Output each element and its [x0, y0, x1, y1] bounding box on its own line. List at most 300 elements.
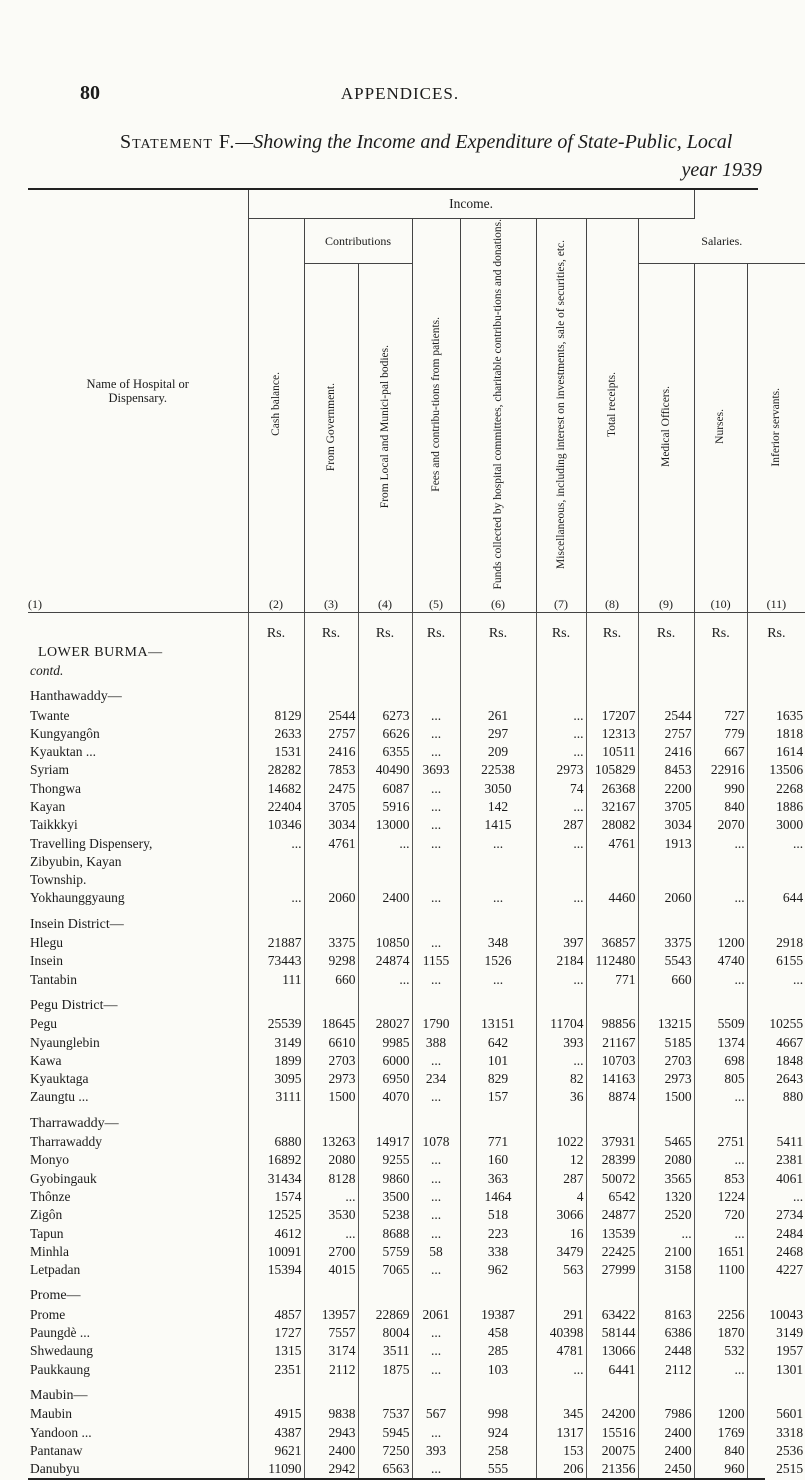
from-local-cell: [358, 871, 412, 889]
hospital-name: Tharrawaddy: [30, 1134, 102, 1150]
unit-label: Rs.: [304, 613, 358, 644]
nurses-cell: [694, 853, 747, 871]
from-government-cell: 2112: [304, 1360, 358, 1378]
nurses-cell: ...: [694, 1088, 747, 1106]
fees-cell: ...: [412, 1206, 460, 1224]
section-name: Hanthawaddy—: [30, 689, 122, 705]
medical-officers-cell: 2703: [638, 1052, 694, 1070]
total-receipts-cell: 10703: [586, 1052, 638, 1070]
funds-cell: 3050: [460, 780, 536, 798]
misc-header: Miscellaneous, including interest on investments, sale of securities, etc.: [536, 219, 586, 593]
funds-cell: 458: [460, 1324, 536, 1342]
nurses-cell: 5509: [694, 1015, 747, 1033]
inferior-servants-cell: 13506: [747, 761, 805, 779]
total-receipts-cell: 37931: [586, 1133, 638, 1151]
medical-officers-cell: 2080: [638, 1151, 694, 1169]
inferior-servants-cell: 6155: [747, 952, 805, 970]
fees-cell: ...: [412, 1188, 460, 1206]
misc-cell: 4781: [536, 1342, 586, 1360]
nurses-cell: 4740: [694, 952, 747, 970]
misc-cell: 393: [536, 1033, 586, 1051]
cash-balance-cell: 1531: [248, 743, 304, 761]
cash-balance-cell: 15394: [248, 1261, 304, 1279]
funds-cell: 348: [460, 934, 536, 952]
from-government-cell: 2080: [304, 1151, 358, 1169]
cash-balance-cell: 25539: [248, 1015, 304, 1033]
misc-cell: 206: [536, 1460, 586, 1478]
fees-cell: ...: [412, 1151, 460, 1169]
col-number: (2): [248, 592, 304, 613]
inferior-servants-cell: 1614: [747, 743, 805, 761]
cash-balance-cell: 1727: [248, 1324, 304, 1342]
from-local-cell: 6355: [358, 743, 412, 761]
table-row: [28, 1405, 805, 1423]
medical-officers-cell: 2450: [638, 1460, 694, 1478]
inferior-servants-cell: 644: [747, 889, 805, 907]
unit-label: Rs.: [586, 613, 638, 644]
inferior-servants-cell: 1957: [747, 1342, 805, 1360]
misc-cell: 345: [536, 1405, 586, 1423]
funds-cell: 13151: [460, 1015, 536, 1033]
nurses-cell: 840: [694, 798, 747, 816]
nurses-cell: ...: [694, 889, 747, 907]
fees-cell: ...: [412, 934, 460, 952]
from-government-cell: 2757: [304, 725, 358, 743]
total-receipts-cell: 13539: [586, 1224, 638, 1242]
cash-balance-cell: 8129: [248, 706, 304, 724]
fees-cell: ...: [412, 1088, 460, 1106]
from-government-cell: 3375: [304, 934, 358, 952]
inferior-servants-cell: 2515: [747, 1460, 805, 1478]
misc-cell: 3479: [536, 1243, 586, 1261]
total-receipts-cell: 98856: [586, 1015, 638, 1033]
hospital-name: Shwedaung: [30, 1343, 93, 1359]
page-header: [0, 82, 800, 104]
table-row: [28, 780, 805, 798]
inferior-servants-cell: ...: [747, 834, 805, 852]
funds-cell: ...: [460, 834, 536, 852]
funds-header: Funds collected by hospital committees, charitable contribu-tions and donations.: [460, 219, 536, 593]
from-government-cell: 7557: [304, 1324, 358, 1342]
nurses-cell: 2751: [694, 1133, 747, 1151]
hospital-name: Kungyangôn: [30, 725, 100, 741]
from-local-cell: 1875: [358, 1360, 412, 1378]
cash-balance-cell: 10091: [248, 1243, 304, 1261]
section-gap: [28, 1279, 805, 1287]
misc-cell: [536, 853, 586, 871]
hospital-name: Prome: [30, 1306, 66, 1322]
funds-cell: 157: [460, 1088, 536, 1106]
total-receipts-cell: 21356: [586, 1460, 638, 1478]
hospital-name: Yandoon ...: [30, 1424, 92, 1440]
funds-cell: 209: [460, 743, 536, 761]
misc-cell: 153: [536, 1442, 586, 1460]
hospital-name: Monyo: [30, 1152, 70, 1168]
hospital-name: Kyauktaga: [30, 1071, 89, 1087]
inferior-servants-cell: 10255: [747, 1015, 805, 1033]
fees-cell: 234: [412, 1070, 460, 1088]
table-row: [28, 1088, 805, 1106]
misc-cell: 2184: [536, 952, 586, 970]
cash-balance-cell: 3149: [248, 1033, 304, 1051]
total-receipts-cell: 24877: [586, 1206, 638, 1224]
total-receipts-cell: 8874: [586, 1088, 638, 1106]
table-row: [28, 1460, 805, 1478]
section-gap: [28, 1379, 805, 1387]
hospital-name: Paungdè ...: [30, 1325, 90, 1341]
region-row: [28, 643, 805, 661]
inferior-servants-cell: 4667: [747, 1033, 805, 1051]
fees-cell: ...: [412, 816, 460, 834]
funds-cell: 101: [460, 1052, 536, 1070]
nurses-cell: 698: [694, 1052, 747, 1070]
funds-cell: 642: [460, 1033, 536, 1051]
from-government-cell: 18645: [304, 1015, 358, 1033]
cash-balance-cell: 22404: [248, 798, 304, 816]
section-gap: [28, 908, 805, 916]
fees-cell: ...: [412, 780, 460, 798]
funds-cell: 142: [460, 798, 536, 816]
total-receipts-cell: 58144: [586, 1324, 638, 1342]
from-local-cell: 7065: [358, 1261, 412, 1279]
funds-cell: 962: [460, 1261, 536, 1279]
misc-cell: 36: [536, 1088, 586, 1106]
medical-officers-cell: 1500: [638, 1088, 694, 1106]
fees-cell: ...: [412, 798, 460, 816]
funds-cell: 285: [460, 1342, 536, 1360]
fees-cell: 2061: [412, 1306, 460, 1324]
fees-cell: ...: [412, 1360, 460, 1378]
fees-cell: 393: [412, 1442, 460, 1460]
from-government-cell: 8128: [304, 1170, 358, 1188]
income-header: Income.: [248, 190, 694, 219]
cash-balance-cell: 11090: [248, 1460, 304, 1478]
misc-cell: 2973: [536, 761, 586, 779]
from-government-cell: 3705: [304, 798, 358, 816]
medical-officers-cell: 3158: [638, 1261, 694, 1279]
total-receipts-cell: 24200: [586, 1405, 638, 1423]
total-receipts-cell: [586, 871, 638, 889]
from-local-cell: 3511: [358, 1342, 412, 1360]
misc-cell: 563: [536, 1261, 586, 1279]
total-receipts-cell: 28082: [586, 816, 638, 834]
from-government-cell: 660: [304, 971, 358, 989]
total-receipts-cell: 63422: [586, 1306, 638, 1324]
from-local-cell: 9255: [358, 1151, 412, 1169]
inferior-servants-cell: 2484: [747, 1224, 805, 1242]
section-header-row: [28, 1387, 805, 1405]
contributions-header: Contributions: [304, 219, 412, 264]
from-government-cell: 2060: [304, 889, 358, 907]
from-local-cell: 40490: [358, 761, 412, 779]
nurses-cell: 720: [694, 1206, 747, 1224]
from-local-cell: 2400: [358, 889, 412, 907]
unit-label: Rs.: [460, 613, 536, 644]
nurses-cell: ...: [694, 1151, 747, 1169]
cash-balance-cell: 2633: [248, 725, 304, 743]
nurses-cell: 2256: [694, 1306, 747, 1324]
fees-header: Fees and contribu-tions from patients.: [412, 219, 460, 593]
income-expenditure-table: [28, 190, 805, 1478]
unit-label: Rs.: [358, 613, 412, 644]
nurses-cell: 22916: [694, 761, 747, 779]
fees-cell: 1078: [412, 1133, 460, 1151]
medical-officers-cell: [638, 853, 694, 871]
table-body: [28, 613, 805, 1478]
fees-cell: 1790: [412, 1015, 460, 1033]
table-row: [28, 761, 805, 779]
cash-balance-cell: [248, 853, 304, 871]
inferior-servants-cell: 2643: [747, 1070, 805, 1088]
hospital-name: Zaungtu ...: [30, 1089, 89, 1105]
title-text: —Showing the Income and Expenditure of State-Public, Local: [235, 131, 733, 153]
funds-cell: 19387: [460, 1306, 536, 1324]
cash-balance-cell: 3095: [248, 1070, 304, 1088]
cash-balance-cell: 111: [248, 971, 304, 989]
title-line2: year 1939: [681, 159, 762, 181]
from-local-cell: 28027: [358, 1015, 412, 1033]
medical-officers-cell: 3705: [638, 798, 694, 816]
misc-cell: ...: [536, 1360, 586, 1378]
total-receipts-cell: 28399: [586, 1151, 638, 1169]
from-local-cell: 6087: [358, 780, 412, 798]
inferior-servants-cell: 2918: [747, 934, 805, 952]
table-row: [28, 1342, 805, 1360]
section-header-row: [28, 688, 805, 706]
from-government-cell: 9838: [304, 1405, 358, 1423]
from-government-cell: 13263: [304, 1133, 358, 1151]
medical-officers-cell: 2400: [638, 1423, 694, 1441]
misc-cell: ...: [536, 725, 586, 743]
funds-cell: 1415: [460, 816, 536, 834]
table-row: [28, 971, 805, 989]
fees-cell: ...: [412, 743, 460, 761]
hospital-name: Pegu: [30, 1016, 57, 1032]
inferior-servants-cell: 3149: [747, 1324, 805, 1342]
table-row: [28, 1170, 805, 1188]
title-label: Statement F.: [120, 131, 236, 153]
medical-officers-cell: 5185: [638, 1033, 694, 1051]
cash-balance-cell: 1315: [248, 1342, 304, 1360]
table-row: [28, 706, 805, 724]
misc-cell: 82: [536, 1070, 586, 1088]
unit-label: Rs.: [638, 613, 694, 644]
cash-balance-cell: 1574: [248, 1188, 304, 1206]
nurses-cell: 667: [694, 743, 747, 761]
cash-balance-cell: 73443: [248, 952, 304, 970]
funds-cell: 338: [460, 1243, 536, 1261]
total-receipts-cell: 771: [586, 971, 638, 989]
funds-cell: 518: [460, 1206, 536, 1224]
total-receipts-cell: 6441: [586, 1360, 638, 1378]
from-local-header: From Local and Munici-pal bodies.: [358, 264, 412, 593]
inferior-servants-cell: 1848: [747, 1052, 805, 1070]
misc-cell: ...: [536, 743, 586, 761]
misc-cell: 287: [536, 1170, 586, 1188]
fees-cell: ...: [412, 889, 460, 907]
misc-cell: 12: [536, 1151, 586, 1169]
running-head: APPENDICES.: [340, 84, 460, 103]
cash-balance-cell: 4915: [248, 1405, 304, 1423]
total-receipts-cell: 17207: [586, 706, 638, 724]
cash-balance-cell: 14682: [248, 780, 304, 798]
table-row: [28, 1188, 805, 1206]
inferior-servants-cell: ...: [747, 971, 805, 989]
section-gap: [28, 680, 805, 688]
nurses-cell: 1100: [694, 1261, 747, 1279]
inferior-servants-cell: 3000: [747, 816, 805, 834]
hospital-name: Township.: [30, 872, 87, 888]
from-local-cell: 9860: [358, 1170, 412, 1188]
hospital-name: Tantabin: [30, 971, 78, 987]
from-government-cell: 2703: [304, 1052, 358, 1070]
medical-officers-cell: 1913: [638, 834, 694, 852]
total-receipts-cell: 21167: [586, 1033, 638, 1051]
medical-officers-cell: 2416: [638, 743, 694, 761]
table-row: [28, 1015, 805, 1033]
from-local-cell: 5238: [358, 1206, 412, 1224]
salaries-header: Salaries.: [638, 219, 805, 264]
fees-cell: ...: [412, 725, 460, 743]
fees-cell: 58: [412, 1243, 460, 1261]
medical-officers-cell: 2112: [638, 1360, 694, 1378]
from-local-cell: 8688: [358, 1224, 412, 1242]
hospital-name: Danubyu: [30, 1461, 80, 1477]
from-government-cell: 9298: [304, 952, 358, 970]
from-local-cell: 24874: [358, 952, 412, 970]
misc-cell: [536, 871, 586, 889]
total-receipts-cell: 105829: [586, 761, 638, 779]
from-local-cell: 10850: [358, 934, 412, 952]
total-receipts-cell: [586, 853, 638, 871]
from-local-cell: 22869: [358, 1306, 412, 1324]
inferior-servants-cell: ...: [747, 1188, 805, 1206]
from-government-cell: 2475: [304, 780, 358, 798]
table-row: [28, 1261, 805, 1279]
fees-cell: 388: [412, 1033, 460, 1051]
cash-balance-cell: 12525: [248, 1206, 304, 1224]
inferior-servants-cell: 10043: [747, 1306, 805, 1324]
cash-balance-cell: 4612: [248, 1224, 304, 1242]
inferior-servants-cell: 2381: [747, 1151, 805, 1169]
cash-balance-cell: ...: [248, 889, 304, 907]
total-receipts-cell: 22425: [586, 1243, 638, 1261]
fees-cell: 3693: [412, 761, 460, 779]
medical-officers-cell: 6386: [638, 1324, 694, 1342]
medical-officers-cell: 2973: [638, 1070, 694, 1088]
nurses-cell: ...: [694, 1224, 747, 1242]
table-row: [28, 743, 805, 761]
from-local-cell: 5759: [358, 1243, 412, 1261]
inferior-servants-cell: [747, 853, 805, 871]
table-row: [28, 853, 805, 871]
from-local-cell: 6626: [358, 725, 412, 743]
funds-cell: [460, 871, 536, 889]
misc-cell: ...: [536, 798, 586, 816]
nurses-cell: ...: [694, 1360, 747, 1378]
misc-cell: ...: [536, 834, 586, 852]
medical-officers-cell: 3375: [638, 934, 694, 952]
from-local-cell: 7250: [358, 1442, 412, 1460]
nurses-cell: 1374: [694, 1033, 747, 1051]
hospital-name: Thônze: [30, 1188, 71, 1204]
hospital-name: Insein: [30, 953, 63, 969]
hospital-name: Yokhaunggyaung: [30, 890, 125, 906]
unit-label: Rs.: [694, 613, 747, 644]
col-number: (5): [412, 592, 460, 613]
medical-officers-cell: 2757: [638, 725, 694, 743]
funds-cell: 555: [460, 1460, 536, 1478]
inferior-servants-header: Inferior servants.: [747, 264, 805, 593]
inferior-servants-cell: 880: [747, 1088, 805, 1106]
cash-balance-cell: 10346: [248, 816, 304, 834]
funds-cell: 103: [460, 1360, 536, 1378]
cash-balance-header: Cash balance.: [248, 219, 304, 593]
total-receipts-cell: 26368: [586, 780, 638, 798]
hospital-name: Minhla: [30, 1243, 69, 1259]
total-header: Total receipts.: [586, 219, 638, 593]
cash-balance-cell: 21887: [248, 934, 304, 952]
funds-cell: 261: [460, 706, 536, 724]
hospital-name: Thongwa: [30, 780, 81, 796]
inferior-servants-cell: 5411: [747, 1133, 805, 1151]
from-government-header: From Government.: [304, 264, 358, 593]
fees-cell: [412, 853, 460, 871]
section-header-row: [28, 1115, 805, 1133]
medical-officers-cell: 5543: [638, 952, 694, 970]
nurses-cell: 990: [694, 780, 747, 798]
total-receipts-cell: 15516: [586, 1423, 638, 1441]
section-gap: [28, 989, 805, 997]
table-row: [28, 798, 805, 816]
inferior-servants-cell: 2536: [747, 1442, 805, 1460]
medical-officers-cell: 3034: [638, 816, 694, 834]
misc-cell: ...: [536, 971, 586, 989]
table-row: [28, 1324, 805, 1342]
total-receipts-cell: 6542: [586, 1188, 638, 1206]
nurses-cell: 2070: [694, 816, 747, 834]
total-receipts-cell: 32167: [586, 798, 638, 816]
from-local-cell: 5945: [358, 1423, 412, 1441]
nurses-cell: 1651: [694, 1243, 747, 1261]
hospital-name: Twante: [30, 707, 70, 723]
medical-officers-cell: 7986: [638, 1405, 694, 1423]
misc-cell: 4: [536, 1188, 586, 1206]
medical-officers-cell: 2200: [638, 780, 694, 798]
misc-cell: 16: [536, 1224, 586, 1242]
hospital-name: Zigôn: [30, 1207, 63, 1223]
table-row: [28, 1243, 805, 1261]
hospital-name: Hlegu: [30, 935, 63, 951]
table-row: [28, 1133, 805, 1151]
funds-cell: 1526: [460, 952, 536, 970]
col-number: (1): [28, 592, 248, 613]
unit-label: Rs.: [412, 613, 460, 644]
section-name: Prome—: [30, 1288, 81, 1304]
table-row: [28, 952, 805, 970]
section-name: Tharrawaddy—: [30, 1115, 119, 1131]
medical-officers-cell: 3565: [638, 1170, 694, 1188]
table-row: [28, 934, 805, 952]
fees-cell: ...: [412, 1261, 460, 1279]
nurses-cell: 779: [694, 725, 747, 743]
hospital-name: Letpadan: [30, 1262, 81, 1278]
from-local-cell: 4070: [358, 1088, 412, 1106]
nurses-cell: 532: [694, 1342, 747, 1360]
inferior-servants-cell: 1301: [747, 1360, 805, 1378]
medical-officers-cell: 1320: [638, 1188, 694, 1206]
from-local-cell: 6000: [358, 1052, 412, 1070]
